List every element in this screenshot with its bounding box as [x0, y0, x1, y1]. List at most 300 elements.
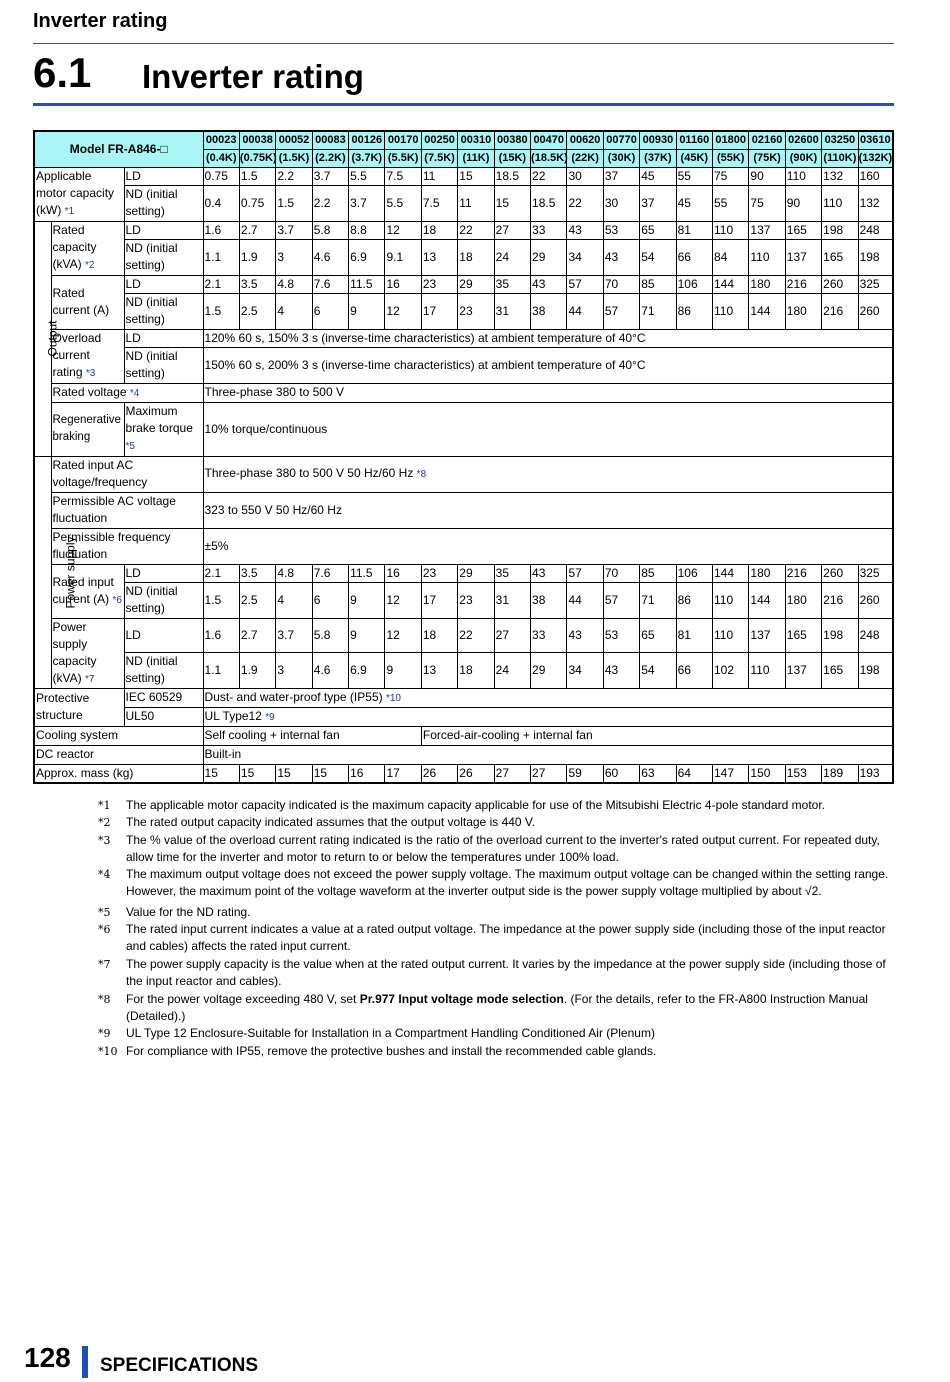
cell-text: 132: [823, 168, 844, 183]
cell-text: 12: [386, 592, 400, 607]
cell-text: 18: [422, 627, 437, 642]
cell-text: 37: [641, 195, 655, 210]
value-cell: [603, 764, 639, 783]
cell-text: 18.5: [495, 168, 520, 183]
cell-text: 12: [386, 627, 400, 642]
model-code: [458, 131, 494, 149]
value-cell: [385, 652, 421, 688]
cell-text: 11.5: [350, 276, 373, 291]
model-code: [531, 131, 567, 149]
cell-text: 216: [823, 592, 844, 607]
cell-text: Approx. mass (kg): [36, 765, 134, 780]
model-capacity: [567, 149, 603, 167]
value-cell: [567, 185, 603, 221]
cell-text: 18.5: [532, 195, 556, 210]
model-code: [385, 131, 421, 149]
model-code: [203, 131, 239, 149]
cell-text: 5.5: [350, 168, 367, 183]
value-cell: [385, 293, 421, 329]
cell-text: 53: [604, 222, 619, 237]
row-label: [34, 688, 124, 726]
value-cell: [567, 652, 603, 688]
cell-text: Overload current rating: [52, 331, 102, 379]
value-cell: [749, 275, 785, 293]
model-code: [349, 131, 385, 149]
value-cell: [676, 618, 712, 652]
cell-text: 22: [459, 222, 473, 237]
value-cell: [203, 221, 239, 239]
value-cell: [749, 652, 785, 688]
footnote-ref: *10: [385, 692, 401, 704]
cell-text: 00310: [460, 134, 492, 147]
cell-text: 75: [714, 168, 728, 183]
cell-text: 35: [495, 565, 510, 580]
value-cell: [531, 239, 567, 275]
value-cell: [858, 275, 893, 293]
cell-text: 2.5: [240, 592, 258, 607]
value-cell: [749, 564, 785, 582]
table-row: [34, 185, 893, 221]
model-capacity: [676, 149, 712, 167]
cell-text: 0.75: [240, 195, 265, 210]
cell-text: 1.5: [204, 303, 222, 318]
value-cell: [749, 167, 785, 185]
value-cell: [531, 618, 567, 652]
cell-text: Permissible frequency fluctuation: [52, 530, 171, 561]
cell-text: Rated input AC voltage/frequency: [52, 458, 148, 489]
value-cell: [494, 652, 530, 688]
footnote-ref: *6: [112, 594, 122, 606]
value-cell: [785, 167, 821, 185]
cell-text: Three-phase 380 to 500 V 50 Hz/60 Hz: [204, 466, 414, 480]
page-number: 128: [24, 1342, 71, 1373]
value-cell: [385, 239, 421, 275]
chapter-name: SPECIFICATIONS: [100, 1355, 258, 1376]
cell-text: 260: [823, 565, 844, 580]
footnote-ref: *7: [84, 673, 95, 685]
value-cell: [312, 293, 348, 329]
cell-text: LD: [125, 276, 141, 291]
cell-text: 65: [641, 627, 655, 642]
cell-text: 01160: [679, 134, 710, 147]
value-cell: [713, 167, 749, 185]
section-number: 6.1: [33, 49, 92, 96]
cell-text: 9: [350, 303, 357, 318]
value-cell: [276, 275, 312, 293]
value-cell: [421, 652, 457, 688]
model-capacity: [858, 149, 893, 167]
cell-text: 57: [604, 303, 619, 318]
value-cell: [785, 239, 821, 275]
value-cell: [349, 564, 385, 582]
model-code: [239, 131, 275, 149]
value-cell: [458, 275, 494, 293]
table-row: [34, 329, 893, 347]
value-cell: [676, 167, 712, 185]
cell-text: 27: [532, 765, 546, 780]
cell-text: 7.5: [386, 168, 404, 183]
cell-text: 110: [750, 662, 770, 677]
cell-text: 0.4: [204, 195, 222, 210]
cell-text: 144: [750, 592, 771, 607]
value-cell: [640, 293, 676, 329]
model-capacity: [458, 149, 494, 167]
cell-text: 15: [313, 765, 328, 780]
footnote: [98, 956, 898, 990]
value-cell: [421, 239, 457, 275]
value-cell: [276, 564, 312, 582]
model-code: [749, 131, 785, 149]
cell-text: 198: [859, 662, 880, 677]
cell-text: 3.7: [277, 222, 294, 237]
value-cell: [713, 618, 749, 652]
value-cell: [385, 185, 421, 221]
value-cell: [822, 293, 858, 329]
model-header: [34, 131, 203, 167]
footnote: [98, 797, 898, 814]
model-code: [676, 131, 712, 149]
value-cell: [640, 239, 676, 275]
value-cell: [349, 239, 385, 275]
row-label: [51, 402, 124, 456]
cell-text: 1.9: [240, 249, 258, 264]
cell-text: 43: [604, 662, 619, 677]
value-cell: [531, 652, 567, 688]
cell-text: 1.6: [204, 222, 222, 237]
cell-text: (110K): [823, 152, 857, 164]
cell-text: 75: [750, 195, 764, 210]
table-row: [34, 688, 893, 707]
value-cell: [458, 652, 494, 688]
cell-text: 43: [568, 222, 582, 237]
model-code: [603, 131, 639, 149]
value-cell: [385, 582, 421, 618]
cell-text: 22: [532, 168, 546, 183]
table-row: [34, 167, 893, 185]
cell-text: 106: [677, 276, 698, 291]
value-cell: [531, 167, 567, 185]
cell-text: 57: [568, 565, 582, 580]
cell-text: 11.5: [350, 565, 373, 580]
footnote-mark: *3: [98, 834, 111, 847]
cell-text: 02160: [751, 134, 783, 147]
cell-text: 160: [859, 168, 880, 183]
value-cell: [203, 239, 239, 275]
value-cell: [749, 582, 785, 618]
row-label: [34, 167, 124, 221]
footnote: [98, 991, 898, 1025]
row-label: [34, 726, 203, 745]
value-cell: [312, 239, 348, 275]
model-capacity: [349, 149, 385, 167]
rating-label: [124, 707, 203, 726]
cell-text: LD: [125, 565, 141, 580]
value-cell: [203, 167, 239, 185]
value-cell: [458, 221, 494, 239]
footnote-mark: *7: [98, 958, 111, 971]
cell-text: 110: [714, 222, 734, 237]
value-cell: [276, 652, 312, 688]
cell-text: 71: [641, 303, 655, 318]
model-code: [276, 131, 312, 149]
value-cell: [531, 764, 567, 783]
cell-text: 63: [641, 765, 655, 780]
cell-text: 71: [641, 592, 655, 607]
cell-text: 00126: [351, 134, 383, 147]
cell-text: 1.6: [204, 627, 222, 642]
cell-text: Cooling system: [36, 728, 119, 742]
cell-text: 137: [786, 249, 807, 264]
value-cell: [676, 185, 712, 221]
row-label: [51, 383, 203, 402]
value-cell: [458, 239, 494, 275]
cell-text: 00052: [278, 134, 310, 147]
value-cell: [858, 764, 893, 783]
cell-text: IEC 60529: [125, 690, 183, 704]
cell-text: 153: [786, 765, 807, 780]
cell-text: Power supply capacity (kVA): [52, 619, 97, 685]
table-row: [34, 239, 893, 275]
table-row: [34, 726, 893, 745]
value-cell: [239, 618, 275, 652]
footnote: [98, 904, 898, 921]
parameter-name: Pr.977 Input voltage mode selection: [359, 992, 564, 1006]
value-cell: [494, 185, 530, 221]
value-cell: [421, 764, 457, 783]
cell-text: 180: [750, 276, 771, 291]
value-cell: [494, 764, 530, 783]
cell-text: 3: [277, 662, 284, 677]
value-cell: [603, 564, 639, 582]
cell-text: 137: [786, 662, 807, 677]
footnote-mark: *8: [98, 993, 111, 1006]
model-capacity: [203, 149, 239, 167]
cell-text: 27: [495, 627, 510, 642]
cell-text: (1.5K): [278, 152, 310, 164]
cell-text: 323 to 550 V 50 Hz/60 Hz: [204, 502, 342, 517]
cell-text: 81: [677, 222, 691, 237]
value-cell: [640, 221, 676, 239]
footer-bar: [82, 1346, 88, 1378]
cell-text: 106: [677, 565, 698, 580]
value-cell: [239, 239, 275, 275]
cell-text: UL50: [125, 709, 155, 723]
cell-text: 165: [786, 627, 807, 642]
value-cell: [858, 185, 893, 221]
cell-text: 132: [859, 195, 880, 210]
row-label: [51, 221, 124, 275]
cell-text: 2.2: [277, 168, 294, 183]
value-cell: [349, 618, 385, 652]
value-cell: [203, 745, 893, 764]
cell-text: 6.9: [350, 662, 367, 677]
cell-text: LD: [125, 330, 141, 345]
value-cell: [312, 618, 348, 652]
cell-text: Rated voltage: [52, 384, 127, 399]
value-cell: [349, 764, 385, 783]
footnote-ref: *8: [416, 469, 427, 480]
table-row: [34, 131, 893, 149]
value-cell: [203, 764, 239, 783]
value-cell: [421, 293, 457, 329]
value-cell: [676, 582, 712, 618]
table-row: [34, 275, 893, 293]
value-cell: [822, 185, 858, 221]
value-cell: [531, 564, 567, 582]
value-cell: [858, 221, 893, 239]
cell-text: 00770: [606, 134, 637, 147]
table-row: [34, 564, 893, 582]
cell-text: 5.8: [313, 627, 331, 642]
cell-text: 144: [750, 303, 771, 318]
cell-text: (45K): [680, 152, 709, 164]
value-cell: [203, 329, 893, 347]
cell-text: 216: [786, 565, 807, 580]
rating-label: [124, 329, 203, 347]
footnote: [98, 832, 898, 866]
cell-text: 120% 60 s, 150% 3 s (inverse-time characteristics) at ambient temperature of 40°C: [204, 330, 646, 345]
value-cell: [203, 185, 239, 221]
value-cell: [276, 221, 312, 239]
value-cell: [385, 764, 421, 783]
cell-text: 325: [859, 565, 880, 580]
cell-text: 6: [313, 303, 321, 318]
cell-text: 180: [750, 565, 771, 580]
footnote-text: The rated output capacity indicated assumes that the output voltage is 440 V.: [126, 815, 536, 829]
cell-text: Dust- and water-proof type (IP55): [204, 689, 383, 704]
cell-text: 13: [422, 249, 437, 264]
value-cell: [203, 726, 421, 745]
value-cell: [567, 582, 603, 618]
model-code: [858, 131, 893, 149]
row-label: [51, 492, 203, 528]
cell-text: 01800: [715, 134, 746, 147]
rating-label: [124, 239, 203, 275]
value-cell: [349, 167, 385, 185]
model-code: [713, 131, 749, 149]
table-row: [34, 383, 893, 402]
value-cell: [385, 167, 421, 185]
value-cell: [822, 618, 858, 652]
value-cell: [421, 185, 457, 221]
value-cell: [676, 764, 712, 783]
value-cell: [531, 582, 567, 618]
cell-text: DC reactor: [36, 747, 95, 761]
rating-label: [124, 564, 203, 582]
rating-label: [124, 275, 203, 293]
value-cell: [494, 618, 530, 652]
value-cell: [239, 275, 275, 293]
cell-text: 35: [495, 276, 510, 291]
cell-text: 15: [240, 765, 255, 780]
cell-text: (15K): [498, 152, 527, 164]
row-label: [51, 329, 124, 383]
cell-text: 60: [604, 765, 619, 780]
value-cell: [749, 185, 785, 221]
value-cell: [567, 764, 603, 783]
footnote: [98, 921, 898, 955]
model-capacity: [603, 149, 639, 167]
cell-text: (132K): [858, 152, 893, 164]
value-cell: [421, 564, 457, 582]
value-cell: [239, 167, 275, 185]
cell-text: 137: [750, 627, 771, 642]
footnote-ref: *4: [129, 387, 140, 399]
footnote-text: The maximum output voltage does not exceed the power supply voltage. The maximum output voltage can be changed within the setting range. However, the maximum point of the voltage waveform at the inverter output side is the power supply voltage multiplied by about √2.: [126, 867, 889, 898]
footnote-ref: *2: [84, 260, 95, 271]
cell-text: ND (initial setting): [125, 584, 178, 615]
value-cell: [567, 239, 603, 275]
cell-text: 110: [750, 249, 770, 264]
table-row: [34, 221, 893, 239]
rating-label: [124, 221, 203, 239]
cell-text: 8.8: [350, 222, 367, 237]
value-cell: [494, 221, 530, 239]
cell-text: 55: [714, 195, 728, 210]
footnote-mark: *6: [98, 923, 111, 936]
cell-text: 29: [532, 249, 546, 264]
rating-label: [124, 167, 203, 185]
cell-text: ND (initial setting): [125, 241, 178, 272]
value-cell: [312, 652, 348, 688]
cell-text: 43: [532, 565, 546, 580]
section-rule: [33, 103, 894, 106]
cell-text: (3.7K): [351, 152, 383, 164]
cell-text: 34: [568, 249, 582, 264]
cell-text: 27: [495, 765, 510, 780]
value-cell: [203, 707, 893, 726]
value-cell: [494, 582, 530, 618]
value-cell: [676, 564, 712, 582]
cell-text: (11K): [462, 152, 490, 164]
cell-text: 9: [350, 627, 357, 642]
cell-text: LD: [125, 222, 141, 237]
cell-text: 17: [422, 303, 437, 318]
cell-text: 3: [277, 249, 284, 264]
inverter-rating-table: [33, 130, 894, 784]
value-cell: [640, 582, 676, 618]
value-cell: [822, 275, 858, 293]
cell-text: 18: [459, 249, 473, 264]
cell-text: 110: [714, 303, 734, 318]
cell-text: (18.5K): [531, 152, 568, 164]
value-cell: [785, 582, 821, 618]
value-cell: [640, 764, 676, 783]
value-cell: [421, 582, 457, 618]
cell-text: 1.9: [240, 662, 258, 677]
cell-text: 260: [859, 592, 880, 607]
cell-text: 54: [641, 662, 655, 677]
cell-text: (37K): [644, 152, 672, 164]
model-capacity: [640, 149, 676, 167]
footnote-mark: *4: [98, 868, 111, 881]
table-row: [34, 652, 893, 688]
value-cell: [276, 239, 312, 275]
cell-text: 00380: [497, 134, 528, 147]
cell-text: Maximum brake torque: [125, 404, 193, 435]
cell-text: 4.6: [313, 662, 331, 677]
cell-text: ND (initial setting): [125, 654, 178, 685]
rating-label: [124, 185, 203, 221]
value-cell: [276, 764, 312, 783]
value-cell: [822, 764, 858, 783]
value-cell: [239, 564, 275, 582]
footnote-ref: *9: [265, 711, 275, 723]
cell-text: 144: [714, 565, 735, 580]
table-row: [34, 745, 893, 764]
value-cell: [239, 185, 275, 221]
value-cell: [713, 293, 749, 329]
